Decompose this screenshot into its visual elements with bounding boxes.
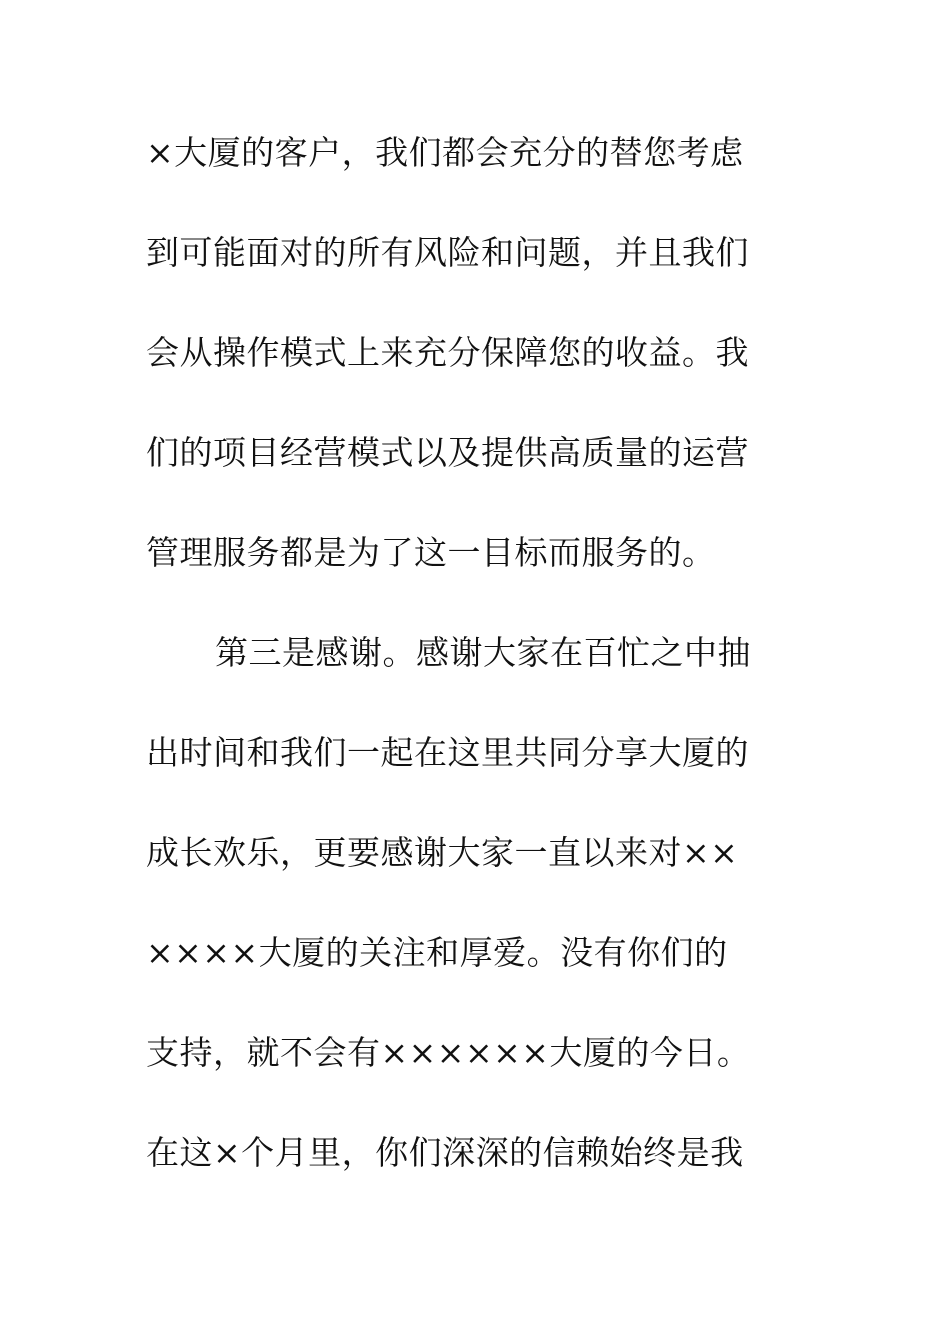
body-text-line: 管理服务都是为了这一目标而服务的。 [146, 533, 716, 572]
paragraph-first-line: 第三是感谢。感谢大家在百忙之中抽 [215, 633, 751, 672]
body-text-line: ××××大厦的关注和厚爱。没有你们的 [146, 933, 728, 972]
body-text-line: 支持，就不会有××××××大厦的今日。 [146, 1033, 751, 1072]
body-text-line: 到可能面对的所有风险和问题，并且我们 [146, 233, 749, 272]
body-text-line: 会从操作模式上来充分保障您的收益。我 [146, 333, 749, 372]
body-text-line: 们的项目经营模式以及提供高质量的运营 [146, 433, 749, 472]
body-text-line: 成长欢乐，更要感谢大家一直以来对×× [146, 833, 739, 872]
body-text-line: 在这×个月里，你们深深的信赖始终是我 [146, 1133, 744, 1172]
body-text-line: 出时间和我们一起在这里共同分享大厦的 [146, 733, 749, 772]
body-text-line: ×大厦的客户，我们都会充分的替您考虑 [146, 133, 744, 172]
